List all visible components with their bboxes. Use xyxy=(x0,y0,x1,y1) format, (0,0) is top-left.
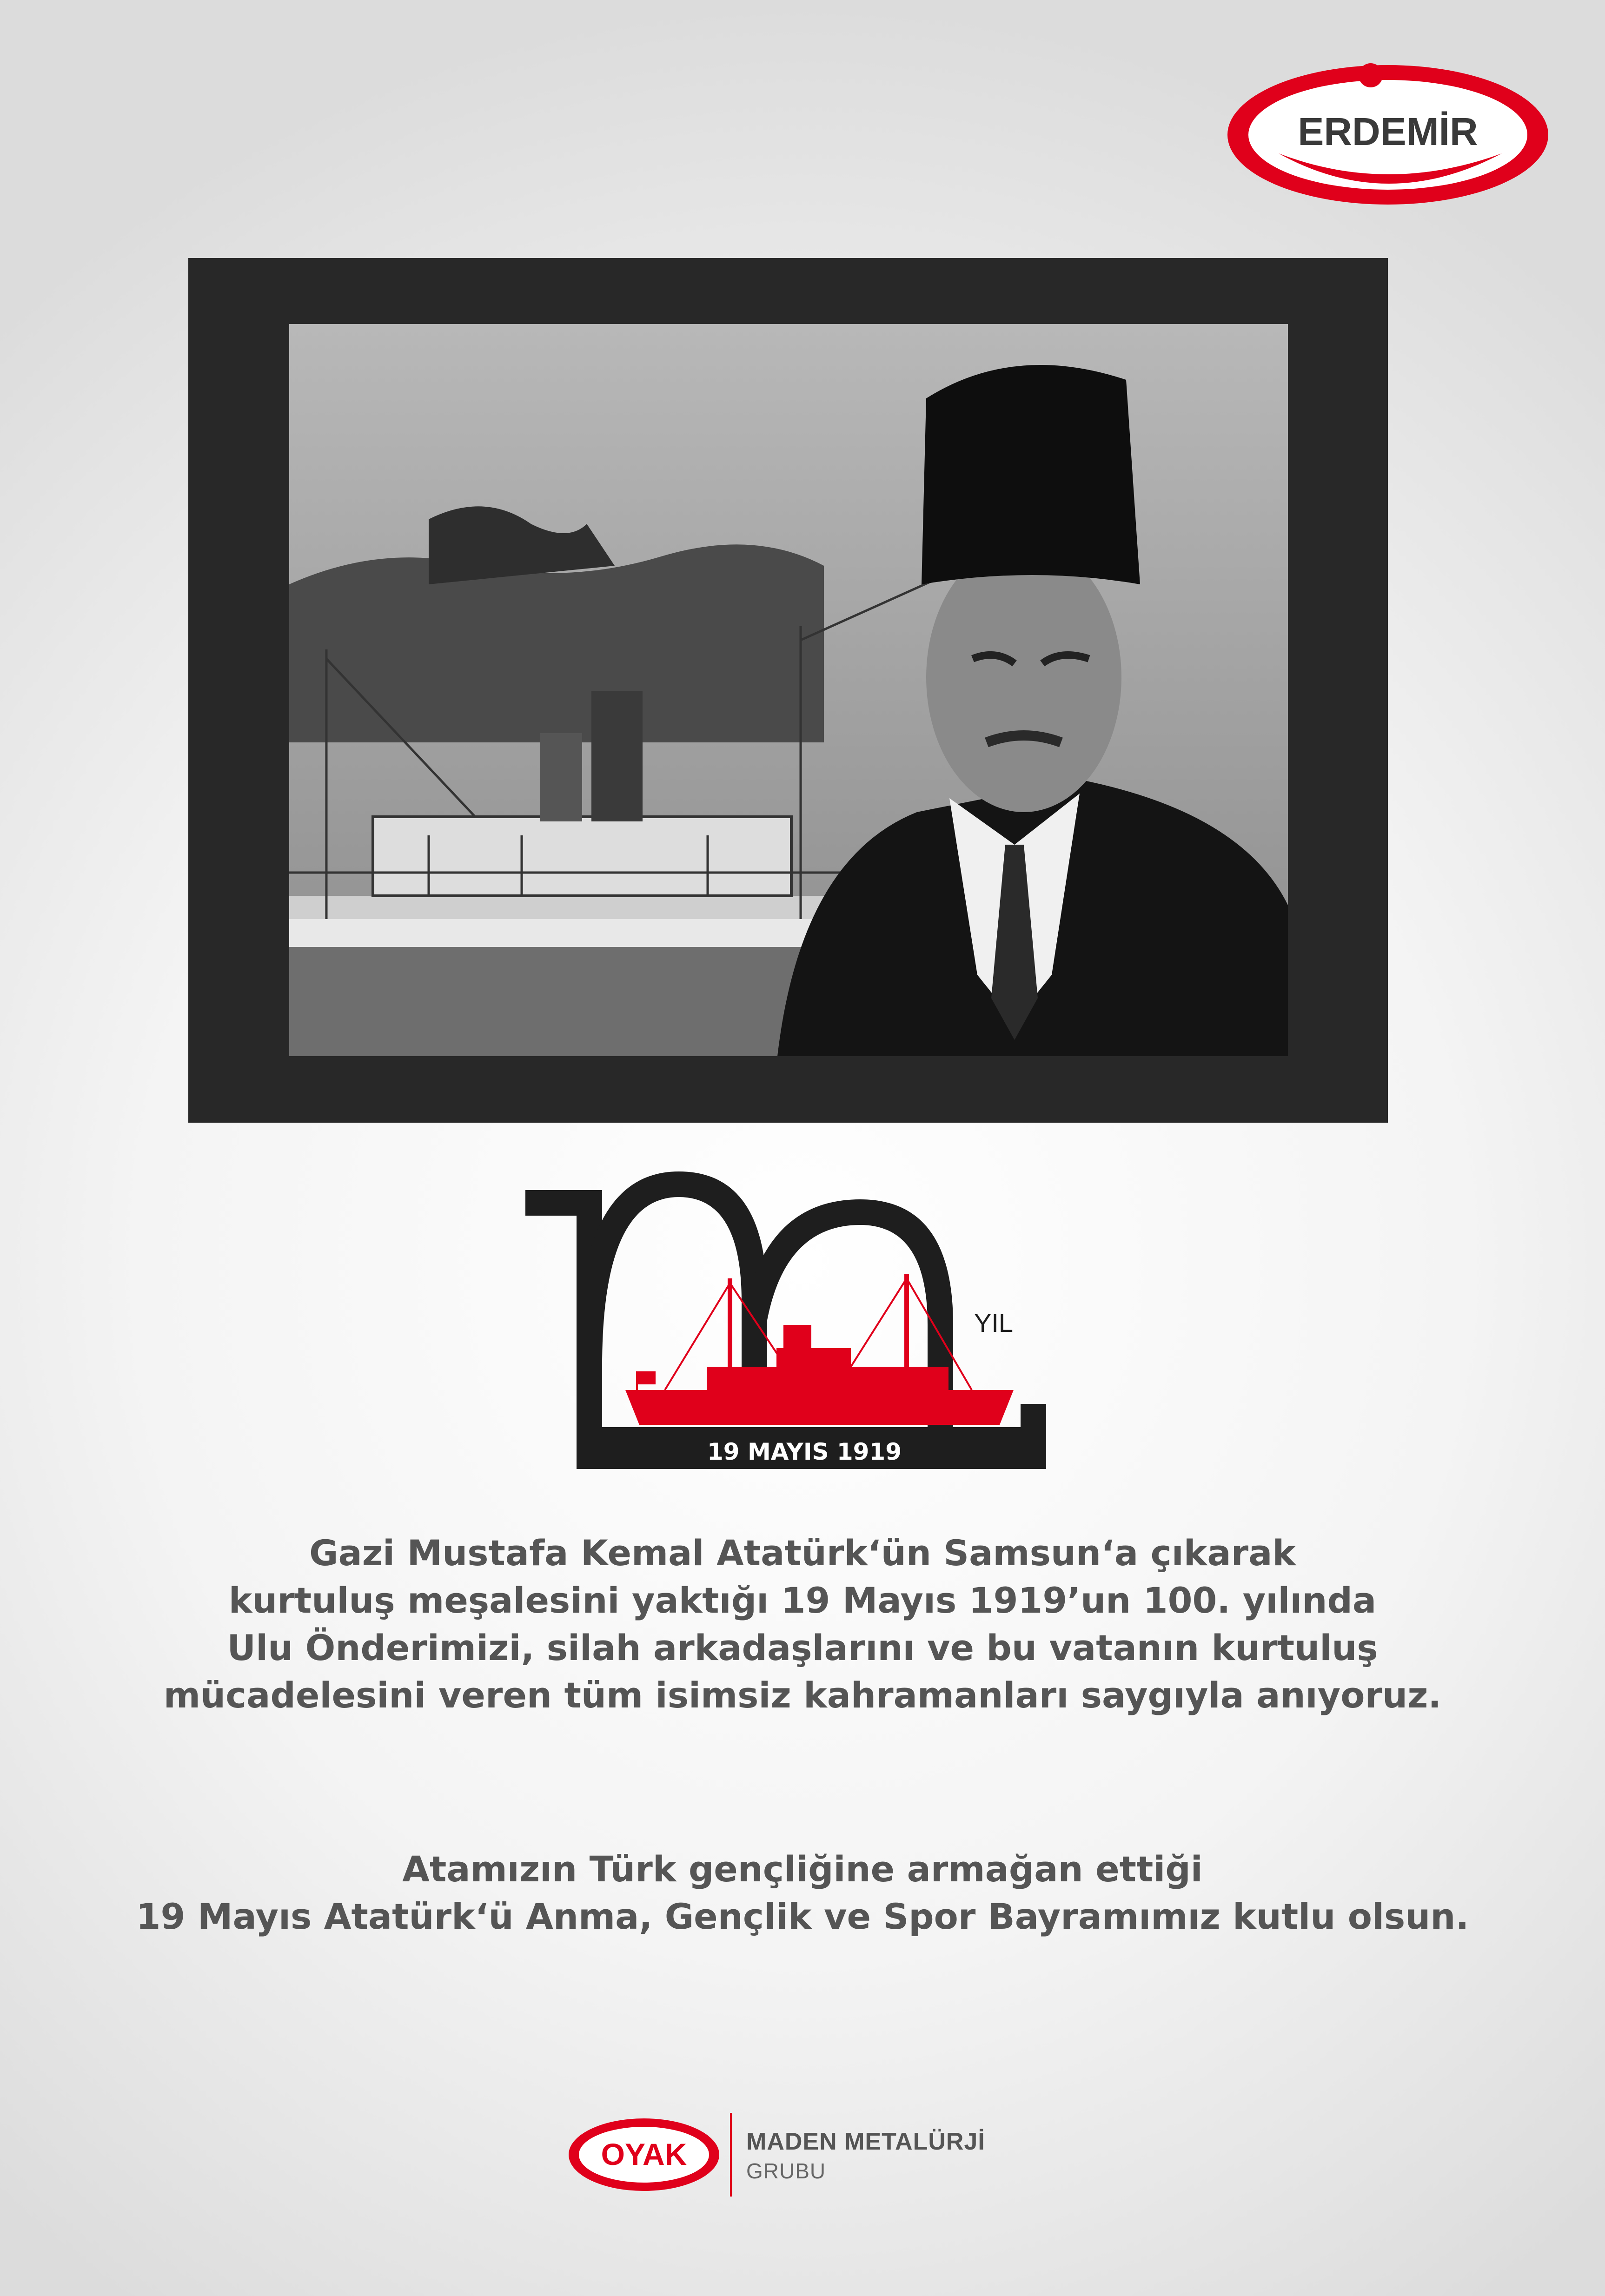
message-line: Atamızın Türk gençliğine armağan ettiği xyxy=(402,1848,1203,1890)
commemoration-message xyxy=(46,1529,1559,1719)
anniversary-emblem xyxy=(525,1171,1055,1474)
group-name: MADEN METALÜRJİ xyxy=(746,2128,985,2155)
group-subtitle: GRUBU xyxy=(746,2159,826,2183)
message-line: 19 Mayıs Atatürk‘ü Anma, Gençlik ve Spor Bayramımız kutlu olsun. xyxy=(136,1896,1469,1937)
oyak-logo-text: OYAK xyxy=(601,2137,687,2171)
oyak-logo xyxy=(567,2117,721,2193)
message-line: Ulu Önderimizi, silah arkadaşlarını ve bu vatanın kurtuluş xyxy=(227,1627,1378,1668)
message-line: Gazi Mustafa Kemal Atatürk‘ün Samsun‘a çıkarak xyxy=(309,1532,1296,1574)
red-ship-icon xyxy=(625,1274,1014,1425)
celebration-message xyxy=(46,1846,1559,1940)
historical-photo xyxy=(289,324,1288,1056)
erdemir-logo xyxy=(1223,60,1553,209)
message-line: kurtuluş meşalesini yaktığı 19 Mayıs 1919’un 100. yılında xyxy=(228,1580,1377,1621)
footer-logo xyxy=(567,2113,1037,2197)
emblem-unit: YIL xyxy=(974,1308,1014,1337)
emblem-date: 19 MAYIS 1919 xyxy=(707,1438,902,1465)
message-line: mücadelesini veren tüm isimsiz kahramanları saygıyla anıyoruz. xyxy=(163,1674,1442,1716)
footer-divider xyxy=(730,2113,732,2197)
erdemir-logo-text: ERDEMİR xyxy=(1298,110,1478,153)
